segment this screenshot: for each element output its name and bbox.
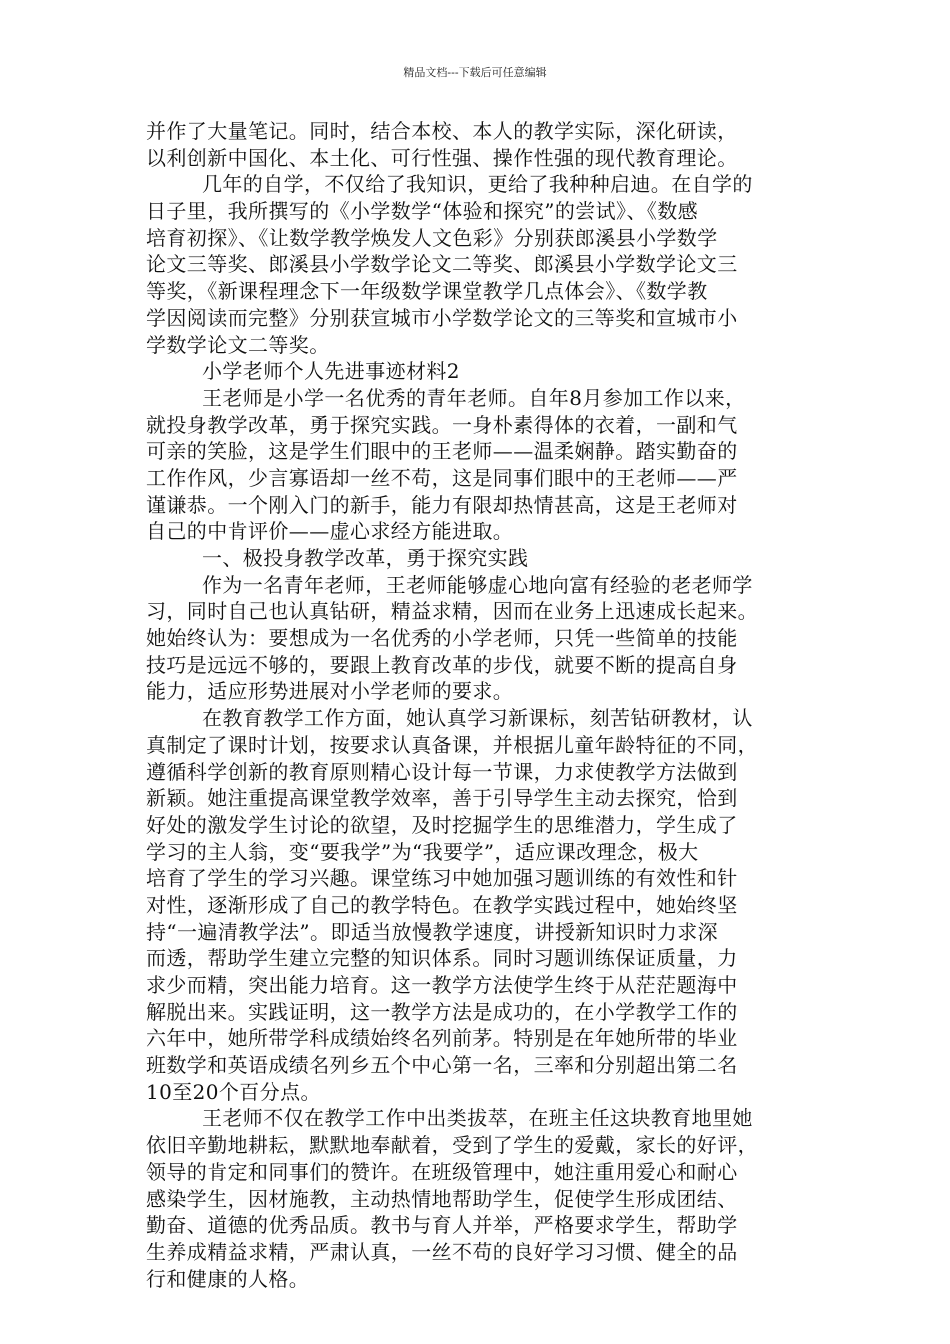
document-body bbox=[146, 118, 810, 1292]
text-line: 对性，逐渐形成了自己的教学特色。在教学实践过程中，她始终坚 bbox=[146, 892, 738, 917]
text-line: 勤奋、道德的优秀品质。教书与育人并举，严格要求学生，帮助学 bbox=[146, 1213, 738, 1238]
text-line: 好处的激发学生讨论的欲望，及时挖掘学生的思维潜力，学生成了 bbox=[146, 812, 738, 837]
text-line: 并作了大量笔记。同时，结合本校、本人的教学实际，深化研读， bbox=[146, 119, 738, 143]
text-line: 依旧辛勤地耕耘，默默地奉献着，受到了学生的爱戴，家长的好评， bbox=[146, 1133, 758, 1158]
text-line: 就投身教学改革，勇于探究实践。一身朴素得体的衣着，一副和气 bbox=[146, 412, 738, 437]
text-line: 遵循科学创新的教育原则精心设计每一节课，力求使教学方法做到 bbox=[146, 759, 738, 784]
text-line: 一、极投身教学改革，勇于探究实践 bbox=[202, 546, 529, 570]
text-line: 能力，适应形势进展对小学老师的要求。 bbox=[146, 679, 514, 704]
text-line: 小学老师个人先进事迹材料2 bbox=[202, 359, 460, 384]
page-header: 精品文档---下载后可任意编辑 bbox=[403, 66, 547, 79]
text-line: 学数学论文二等奖。 bbox=[146, 332, 330, 357]
text-line: 培育了学生的学习兴趣。课堂练习中她加强习题训练的有效性和针 bbox=[146, 866, 738, 891]
text-line: 培育初探》、《让数学教学焕发人文色彩》分别获郎溪县小学数学 bbox=[146, 225, 718, 250]
text-line: 习，同时自己也认真钻研，精益求精，因而在业务上迅速成长起来。 bbox=[146, 599, 758, 624]
text-line: 在教育教学工作方面，她认真学习新课标，刻苦钻研教材，认 bbox=[202, 706, 753, 731]
text-line: 论文三等奖、郎溪县小学数学论文二等奖、郎溪县小学数学论文三 bbox=[146, 252, 738, 277]
text-line: 王老师是小学一名优秀的青年老师。自年8月参加工作以来， bbox=[202, 385, 746, 410]
text-line: 作为一名青年老师，王老师能够虚心地向富有经验的老老师学 bbox=[202, 572, 753, 597]
text-line: 感染学生，因材施教，主动热情地帮助学生，促使学生形成团结、 bbox=[146, 1186, 738, 1211]
text-line: 学因阅读而完整》分别获宣城市小学数学论文的三等奖和宣城市小 bbox=[146, 305, 738, 330]
text-line: 谨谦恭。一个刚入门的新手，能力有限却热情甚高，这是王老师对 bbox=[146, 492, 738, 517]
text-line: 日子里，我所撰写的《小学数学“体验和探究”的尝试》、《数感 bbox=[146, 199, 699, 224]
text-line: 解脱出来。实践证明，这一教学方法是成功的，在小学教学工作的 bbox=[146, 999, 738, 1024]
text-line: 六年中，她所带学科成绩始终名列前茅。特别是在年她所带的毕业 bbox=[146, 1026, 738, 1051]
text-line: 班数学和英语成绩名列乡五个中心第一名，三率和分别超出第二名 bbox=[146, 1053, 738, 1078]
text-line: 等奖，《新课程理念下一年级数学课堂教学几点体会》、《数学教 bbox=[146, 279, 708, 304]
text-line: 几年的自学，不仅给了我知识，更给了我种种启迪。在自学的 bbox=[202, 172, 753, 197]
text-line: 工作作风，少言寡语却一丝不苟，这是同事们眼中的王老师——严 bbox=[146, 465, 738, 490]
text-line: 技巧是远远不够的，要跟上教育改革的步伐，就要不断的提高自身 bbox=[146, 652, 738, 677]
text-line: 王老师不仅在教学工作中出类拔萃，在班主任这块教育地里她 bbox=[202, 1106, 753, 1131]
text-line: 生养成精益求精，严肃认真，一丝不苟的良好学习习惯、健全的品 bbox=[146, 1239, 738, 1264]
text-line: 可亲的笑脸，这是学生们眼中的王老师——温柔娴静。踏实勤奋的 bbox=[146, 439, 738, 464]
text-line: 她始终认为：要想成为一名优秀的小学老师，只凭一些简单的技能 bbox=[146, 626, 738, 651]
text-line: 以利创新中国化、本土化、可行性强、操作性强的现代教育理论。 bbox=[146, 145, 738, 170]
text-line: 10至20个百分点。 bbox=[146, 1079, 321, 1104]
text-line: 真制定了课时计划，按要求认真备课，并根据儿童年龄特征的不同， bbox=[146, 732, 758, 757]
text-line: 领导的肯定和同事们的赞许。在班级管理中，她注重用爱心和耐心 bbox=[146, 1159, 738, 1184]
text-line: 自己的中肯评价——虚心求经方能进取。 bbox=[146, 519, 514, 544]
text-line: 新颖。她注重提高课堂教学效率，善于引导学生主动去探究，恰到 bbox=[146, 786, 738, 811]
text-line: 学习的主人翁，变“要我学”为“我要学”，适应课改理念，极大 bbox=[146, 839, 699, 864]
text-line: 而透，帮助学生建立完整的知识体系。同时习题训练保证质量，力 bbox=[146, 946, 738, 971]
text-line: 求少而精，突出能力培育。这一教学方法使学生终于从茫茫题海中 bbox=[146, 973, 738, 997]
text-line: 持“一遍清教学法”。即适当放慢教学速度，讲授新知识时力求深 bbox=[146, 919, 719, 944]
text-line: 行和健康的人格。 bbox=[146, 1266, 310, 1291]
